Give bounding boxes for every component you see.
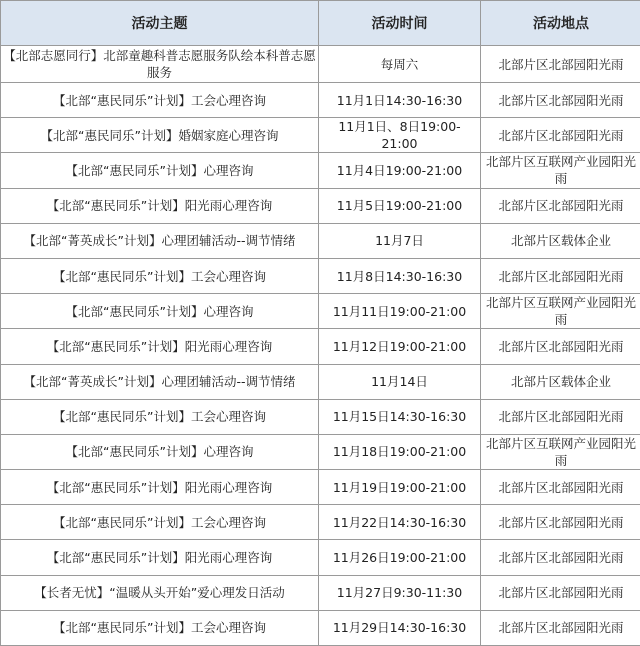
cell-time: 11月27日9:30-11:30: [319, 575, 481, 610]
cell-topic: 【北部志愿同行】北部童趣科普志愿服务队绘本科普志愿服务: [1, 46, 319, 83]
table-row: [1, 434, 640, 469]
cell-location: 北部片区北部园阳光雨: [481, 188, 640, 223]
cell-location: 北部片区北部园阳光雨: [481, 540, 640, 575]
table-row: [1, 83, 640, 118]
cell-location: 北部片区北部园阳光雨: [481, 118, 640, 153]
cell-topic: 【北部“菁英成长”计划】心理团辅活动--调节情绪: [1, 223, 319, 258]
cell-time: 11月14日: [319, 364, 481, 399]
table-row: [1, 540, 640, 575]
cell-location: 北部片区互联网产业园阳光雨: [481, 153, 640, 188]
cell-time: 11月22日14:30-16:30: [319, 505, 481, 540]
cell-topic: 【北部“惠民同乐”计划】工会心理咨询: [1, 610, 319, 645]
table-header-row: [1, 1, 640, 46]
table-row: [1, 46, 640, 83]
cell-topic: 【北部“惠民同乐”计划】工会心理咨询: [1, 399, 319, 434]
cell-time: 11月26日19:00-21:00: [319, 540, 481, 575]
table-row: [1, 505, 640, 540]
cell-time: 11月15日14:30-16:30: [319, 399, 481, 434]
table-row: [1, 258, 640, 293]
table-row: [1, 223, 640, 258]
cell-topic: 【北部“惠民同乐”计划】婚姻家庭心理咨询: [1, 118, 319, 153]
cell-location: 北部片区互联网产业园阳光雨: [481, 434, 640, 469]
cell-time: 11月1日14:30-16:30: [319, 83, 481, 118]
table-row: [1, 329, 640, 364]
cell-time: 11月19日19:00-21:00: [319, 470, 481, 505]
cell-topic: 【北部“惠民同乐”计划】心理咨询: [1, 153, 319, 188]
cell-time: 每周六: [319, 46, 481, 83]
table-row: [1, 294, 640, 329]
table-row: [1, 364, 640, 399]
table-row: [1, 153, 640, 188]
header-topic: 活动主题: [1, 1, 319, 46]
header-time: 活动时间: [319, 1, 481, 46]
cell-location: 北部片区北部园阳光雨: [481, 399, 640, 434]
cell-topic: 【北部“菁英成长”计划】心理团辅活动--调节情绪: [1, 364, 319, 399]
cell-location: 北部片区北部园阳光雨: [481, 46, 640, 83]
cell-time: 11月29日14:30-16:30: [319, 610, 481, 645]
table-row: [1, 118, 640, 153]
cell-time: 11月11日19:00-21:00: [319, 294, 481, 329]
cell-topic: 【北部“惠民同乐”计划】工会心理咨询: [1, 258, 319, 293]
cell-topic: 【北部“惠民同乐”计划】阳光雨心理咨询: [1, 470, 319, 505]
table-row: [1, 399, 640, 434]
cell-location: 北部片区北部园阳光雨: [481, 329, 640, 364]
cell-location: 北部片区北部园阳光雨: [481, 505, 640, 540]
cell-topic: 【北部“惠民同乐”计划】心理咨询: [1, 434, 319, 469]
table-row: [1, 575, 640, 610]
cell-time: 11月4日19:00-21:00: [319, 153, 481, 188]
cell-location: 北部片区北部园阳光雨: [481, 83, 640, 118]
cell-topic: 【北部“惠民同乐”计划】工会心理咨询: [1, 505, 319, 540]
cell-topic: 【北部“惠民同乐”计划】阳光雨心理咨询: [1, 329, 319, 364]
table-row: [1, 470, 640, 505]
cell-topic: 【北部“惠民同乐”计划】阳光雨心理咨询: [1, 540, 319, 575]
cell-time: 11月12日19:00-21:00: [319, 329, 481, 364]
table-row: [1, 610, 640, 645]
cell-location: 北部片区北部园阳光雨: [481, 258, 640, 293]
header-location: 活动地点: [481, 1, 640, 46]
cell-time: 11月8日14:30-16:30: [319, 258, 481, 293]
cell-location: 北部片区载体企业: [481, 364, 640, 399]
cell-location: 北部片区北部园阳光雨: [481, 610, 640, 645]
cell-time: 11月5日19:00-21:00: [319, 188, 481, 223]
cell-time: 11月18日19:00-21:00: [319, 434, 481, 469]
cell-time: 11月1日、8日19:00-21:00: [319, 118, 481, 153]
cell-topic: 【北部“惠民同乐”计划】心理咨询: [1, 294, 319, 329]
table-row: [1, 188, 640, 223]
cell-topic: 【北部“惠民同乐”计划】阳光雨心理咨询: [1, 188, 319, 223]
cell-topic: 【长者无忧】“温暖从头开始”爱心理发日活动: [1, 575, 319, 610]
cell-location: 北部片区北部园阳光雨: [481, 575, 640, 610]
cell-time: 11月7日: [319, 223, 481, 258]
cell-location: 北部片区互联网产业园阳光雨: [481, 294, 640, 329]
cell-location: 北部片区载体企业: [481, 223, 640, 258]
cell-topic: 【北部“惠民同乐”计划】工会心理咨询: [1, 83, 319, 118]
cell-location: 北部片区北部园阳光雨: [481, 470, 640, 505]
